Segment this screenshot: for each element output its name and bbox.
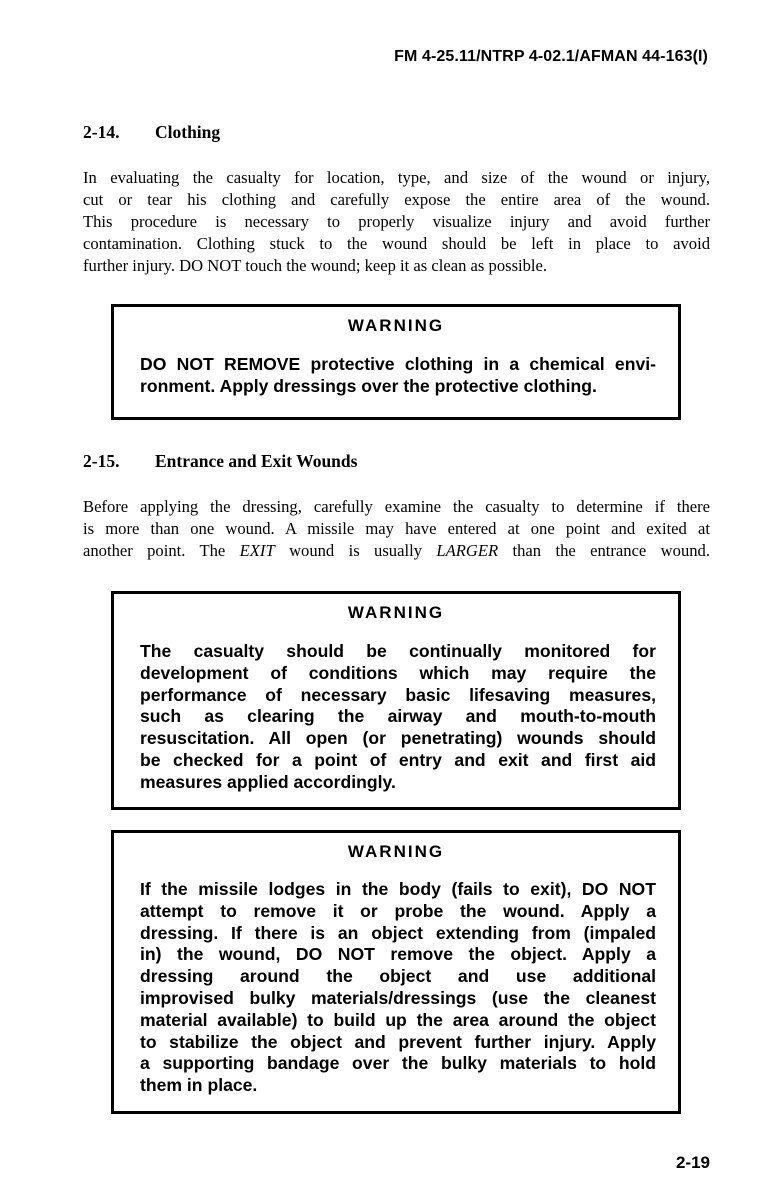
text-fragment: another point. The — [83, 541, 240, 560]
warning-text — [140, 879, 656, 1097]
warning-line: a supporting bandage over the bulky materials to hold — [140, 1053, 656, 1074]
warning-box-protective-clothing — [111, 304, 681, 420]
document-header: FM 4-25.11/NTRP 4-02.1/AFMAN 44-163(I) — [394, 48, 708, 65]
section-number: 2-15. — [83, 451, 120, 471]
section-heading-clothing — [83, 122, 220, 143]
paragraph-line: Before applying the dressing, carefully examine the casualty to determine if there — [83, 497, 710, 516]
section-heading-wounds — [83, 451, 357, 472]
warning-line: performance of necessary basic lifesaving measures, — [140, 684, 656, 705]
warning-line: improvised bulky materials/dressings (use the cleanest — [140, 987, 656, 1008]
warning-line: them in place. — [140, 1075, 258, 1096]
warning-line: measures applied accordingly. — [140, 771, 396, 792]
warning-line: ronment. Apply dressings over the protective clothing. — [140, 375, 597, 396]
text-fragment: than the entrance wound. — [498, 541, 710, 560]
paragraph-line: is more than one wound. A missile may have entered at one point and exited at — [83, 519, 710, 538]
section-title: Entrance and Exit Wounds — [155, 451, 358, 471]
warning-text — [140, 641, 656, 794]
warning-line: The casualty should be continually monitored for — [140, 641, 656, 661]
warning-line: in) the wound, DO NOT remove the object. Apply a — [140, 944, 656, 965]
warning-line: development of conditions which may require the — [140, 662, 656, 683]
warning-line: material available) to build up the area around the object — [140, 1009, 656, 1030]
warning-line: DO NOT REMOVE protective clothing in a chemical envi- — [140, 354, 656, 374]
emphasis-exit: EXIT — [239, 541, 275, 560]
paragraph-line: cut or tear his clothing and carefully expose the entire area of the wound. — [83, 190, 710, 209]
warning-line: attempt to remove it or probe the wound. Apply a — [140, 900, 656, 921]
warning-line: resuscitation. All open (or penetrating) wounds should — [140, 728, 656, 749]
warning-title: WARNING — [347, 842, 445, 861]
paragraph-line: In evaluating the casualty for location, type, and size of the wound or injury, — [83, 168, 710, 187]
warning-line: dressing around the object and use additional — [140, 966, 656, 987]
wounds-paragraph — [83, 496, 710, 562]
warning-line: such as clearing the airway and mouth-to-mouth — [140, 706, 656, 727]
warning-line: dressing. If there is an object extending from (impaled — [140, 922, 656, 943]
warning-title: WARNING — [347, 316, 445, 335]
page-number: 2-19 — [675, 1153, 710, 1172]
paragraph-line: contamination. Clothing stuck to the wound should be left in place to avoid — [83, 234, 710, 253]
warning-box-missile-lodged — [111, 830, 681, 1114]
warning-line: be checked for a point of entry and exit and first aid — [140, 749, 656, 770]
warning-line: If the missile lodges in the body (fails to exit), DO NOT — [140, 879, 656, 899]
clothing-paragraph — [83, 167, 710, 277]
warning-box-monitoring — [111, 591, 681, 810]
warning-text — [140, 354, 656, 398]
section-title: Clothing — [155, 122, 221, 142]
paragraph-line: further injury. DO NOT touch the wound; keep it as clean as possible. — [83, 256, 548, 275]
section-number: 2-14. — [83, 122, 120, 142]
emphasis-larger: LARGER — [436, 541, 499, 560]
text-fragment: wound is usually — [274, 541, 437, 560]
warning-title: WARNING — [347, 603, 445, 622]
warning-line: to stabilize the object and prevent further injury. Apply — [140, 1031, 656, 1052]
paragraph-line: This procedure is necessary to properly visualize injury and avoid further — [83, 212, 710, 231]
paragraph-line — [83, 540, 710, 562]
